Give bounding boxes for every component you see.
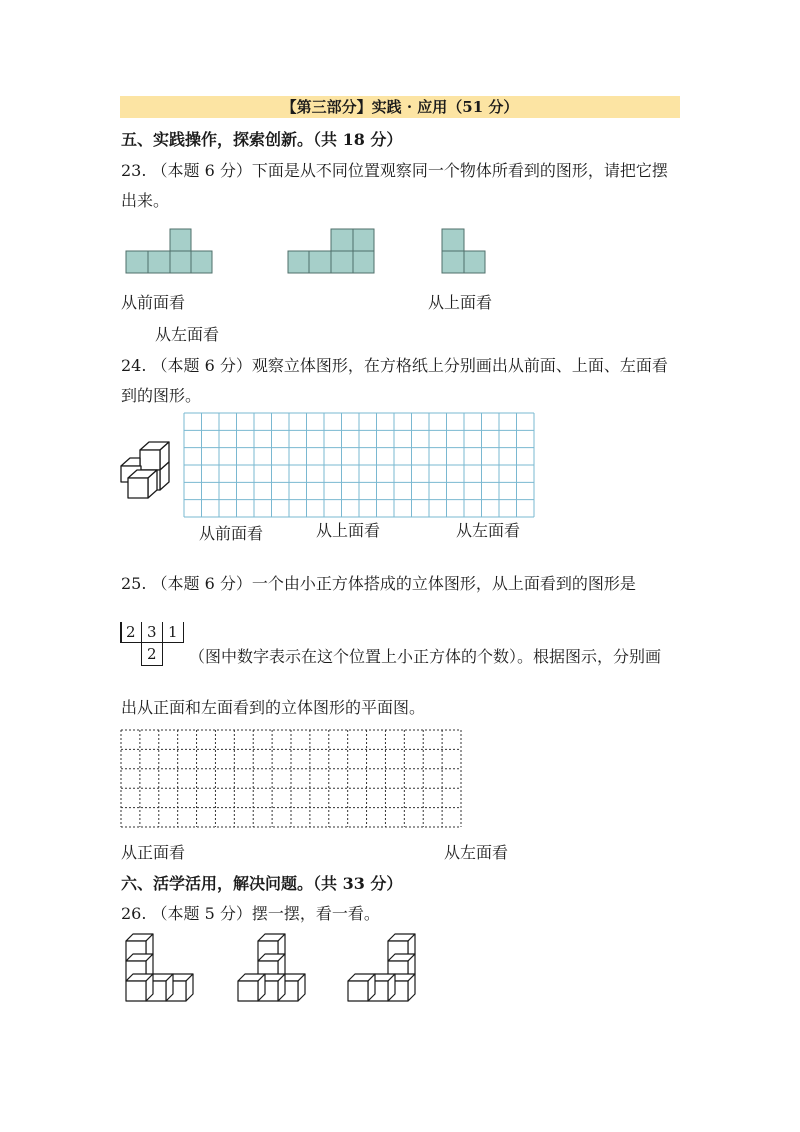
q23-label-top: 从上面看: [428, 293, 493, 312]
section6-heading: 六、活学活用，解决问题。（共 33 分）: [121, 874, 403, 893]
grid-cell-2: 3: [147, 623, 157, 641]
grid-cell-4: 2: [147, 645, 157, 663]
grid-cell-1: 2: [126, 623, 136, 641]
grid-cell-3: 1: [168, 623, 178, 641]
q23-label-front: 从前面看: [121, 293, 186, 312]
q23-line1: 23. （本题 6 分）下面是从不同位置观察同一个物体所看到的图形，请把它摆: [121, 161, 668, 180]
section5-heading: 五、实践操作，探索创新。（共 18 分）: [121, 130, 403, 149]
q26-figure-3: [346, 933, 422, 1005]
q25-dashed-grid: [120, 729, 463, 829]
q24-cube-figure: [118, 436, 176, 502]
q23-left-view: [441, 228, 489, 276]
q24-grid-paper: [183, 412, 535, 518]
q23-label-left: 从左面看: [155, 325, 220, 344]
q23-front-view: [125, 228, 215, 276]
q23-top-view: [287, 228, 377, 276]
q25-line1: 25. （本题 6 分）一个由小正方体搭成的立体图形，从上面看到的图形是: [121, 574, 636, 593]
q24-label-front: 从前面看: [199, 524, 264, 543]
q25-line2: （图中数字表示在这个位置上小正方体的个数）。根据图示，分别画: [189, 647, 662, 666]
q23-line2: 出来。: [121, 191, 170, 210]
q26-figure-2: [236, 933, 312, 1005]
q25-label-front: 从正面看: [121, 843, 186, 862]
q24-line2: 到的图形。: [121, 386, 202, 405]
q25-label-left: 从左面看: [444, 843, 509, 862]
q26-line1: 26. （本题 5 分）摆一摆，看一看。: [121, 904, 380, 923]
q25-line3: 出从正面和左面看到的立体图形的平面图。: [121, 698, 426, 717]
q25-top-view-grid: [120, 622, 186, 666]
part-banner: 【第三部分】实践 · 应用（51 分）: [120, 96, 680, 118]
q24-label-top: 从上面看: [316, 521, 381, 540]
q24-label-left: 从左面看: [456, 521, 521, 540]
q26-figure-1: [124, 933, 200, 1005]
q24-line1: 24. （本题 6 分）观察立体图形，在方格纸上分别画出从前面、上面、左面看: [121, 356, 668, 375]
